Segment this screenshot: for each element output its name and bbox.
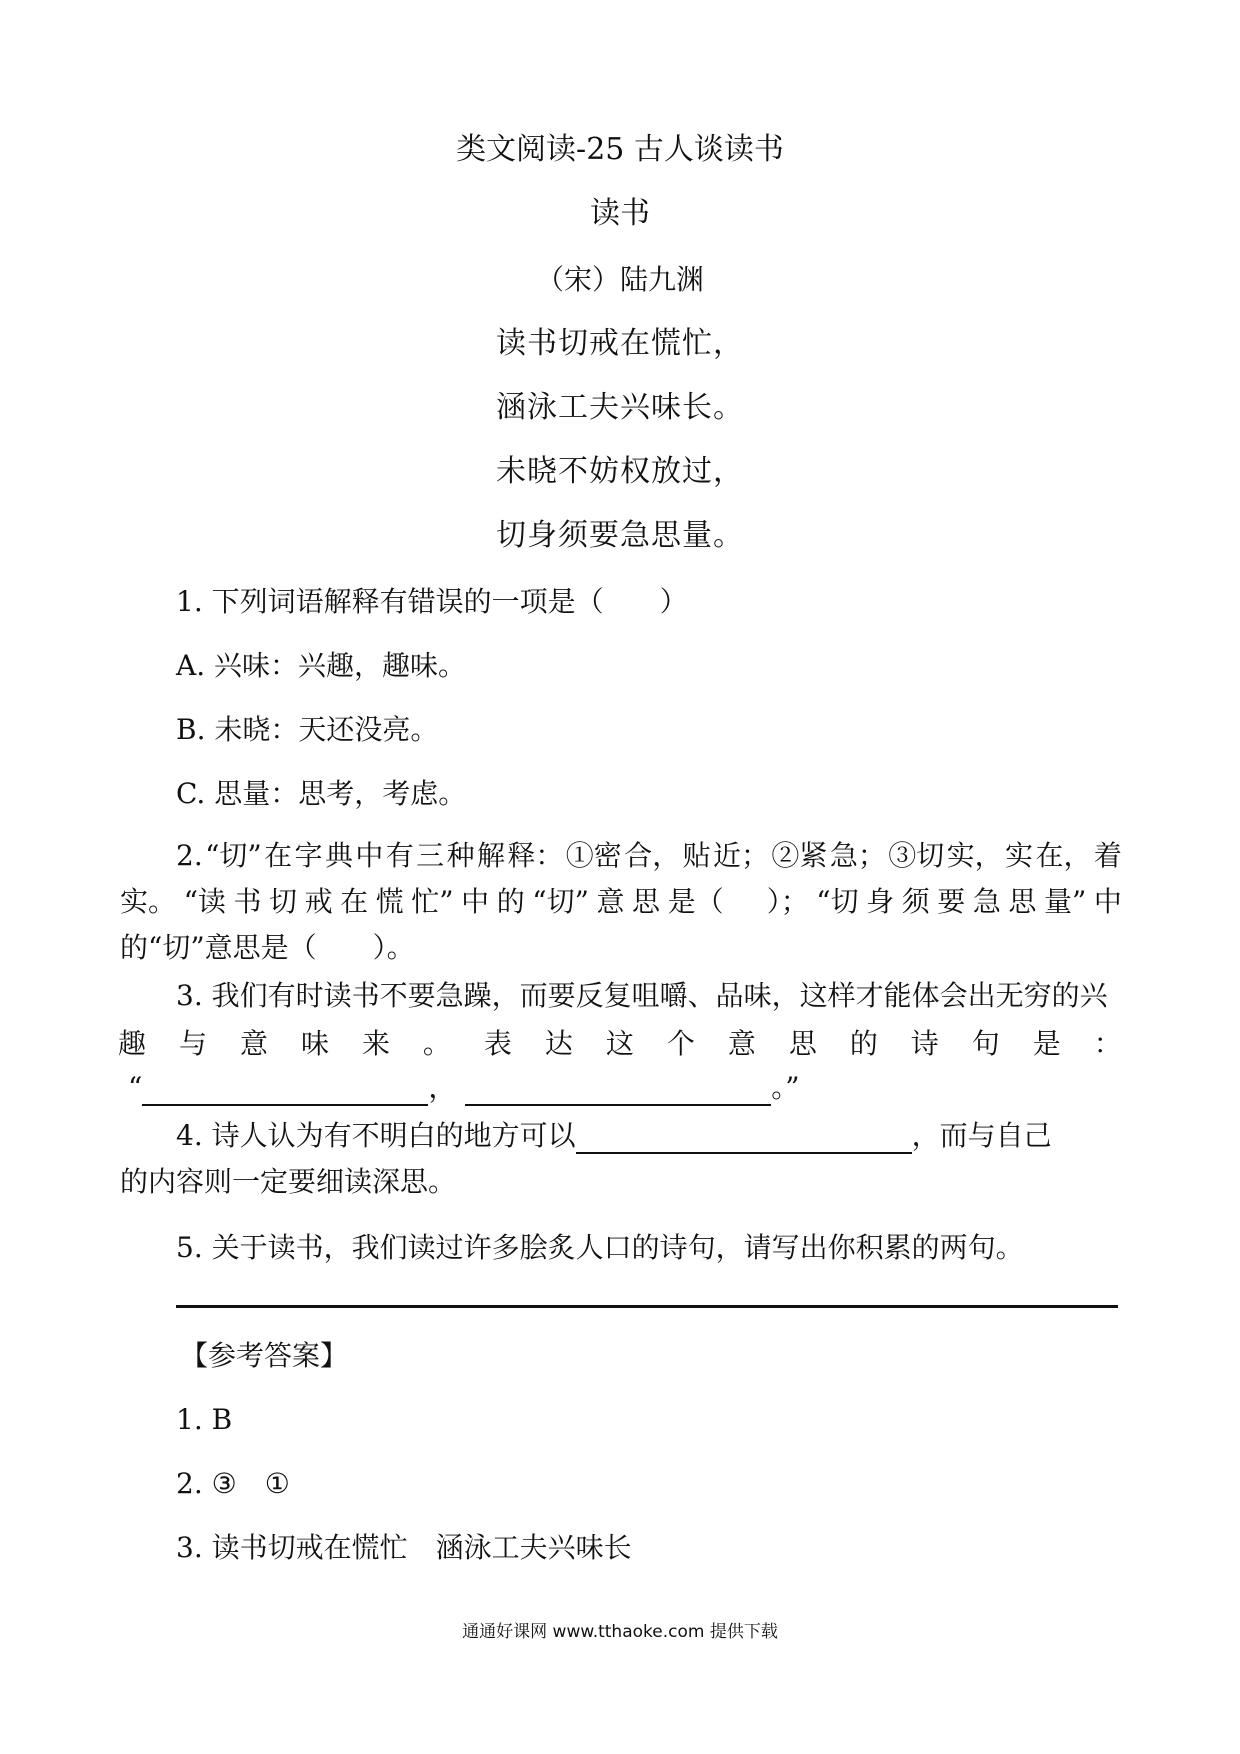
q2-word: 思 — [632, 885, 661, 918]
q2-word: 种 — [446, 839, 475, 872]
q2-word: “读 — [183, 885, 226, 918]
q2-word: 实 — [1005, 839, 1034, 872]
q2-word: 有 — [385, 839, 414, 872]
answer-3: 3. 读书切戒在慌忙 涵泳工夫兴味长 — [176, 1531, 632, 1564]
q3-char: 思 — [788, 1027, 817, 1060]
q2-word: 实。 — [120, 885, 177, 918]
q3-char: 个 — [666, 1027, 695, 1060]
q2-word: 的 — [496, 885, 525, 918]
q3-char: 诗 — [910, 1027, 939, 1060]
question-2-line-3: 的“切”意思是（ ）。 — [120, 931, 415, 964]
question-1-option-c: C. 思量：思考，考虑。 — [176, 777, 467, 810]
q2-word: 中 — [355, 839, 384, 872]
q4-prefix: 4. 诗人认为有不明白的地方可以 — [176, 1119, 576, 1152]
question-3-line-2 — [118, 1026, 1122, 1062]
poem-line: 未晓不妨权放过， — [496, 454, 744, 489]
q3-char: 与 — [178, 1027, 207, 1060]
answer-1: 1. B — [176, 1403, 233, 1436]
q2-word: “切” — [205, 839, 262, 872]
q3-char: 句 — [971, 1027, 1000, 1060]
q2-word: 急； — [829, 839, 886, 872]
q3-char: 是 — [1032, 1027, 1061, 1060]
q3-char: 味 — [300, 1027, 329, 1060]
q2-word: 须 — [901, 885, 930, 918]
q2-word: ②紧 — [771, 839, 828, 872]
q2-word: 切 — [269, 885, 298, 918]
poem-author: （宋）陆九渊 — [535, 263, 704, 296]
q2-word: 在 — [264, 839, 293, 872]
q2-word: 在， — [1035, 839, 1092, 872]
q3-char: 。 — [422, 1027, 451, 1060]
q3-char: 这 — [605, 1027, 634, 1060]
q3-char: 的 — [849, 1027, 878, 1060]
q2-word: “切” — [532, 885, 589, 918]
q2-word: 2. — [176, 839, 203, 872]
q2-word: 中 — [1093, 885, 1122, 918]
page-title: 类文阅读-25 古人谈读书 — [456, 132, 784, 167]
question-4-line-1 — [176, 1118, 1052, 1154]
q2-word: 中 — [461, 885, 490, 918]
q3-char: 来 — [361, 1027, 390, 1060]
q3-char: 意 — [239, 1027, 268, 1060]
q2-word: 是（ — [667, 885, 724, 918]
q2-word: ）； — [766, 885, 809, 918]
q2-word: ①密 — [565, 839, 622, 872]
q2-word: 合， — [624, 839, 681, 872]
close-quote: 。” — [771, 1071, 800, 1104]
q2-word: 在 — [340, 885, 369, 918]
question-2-line-1 — [176, 838, 1122, 874]
answer-2: 2. ③ ① — [176, 1467, 290, 1500]
q2-word: 思 — [1008, 885, 1037, 918]
q2-word: 近； — [713, 839, 770, 872]
q2-word: 实， — [946, 839, 1003, 872]
q2-word: 字 — [294, 839, 323, 872]
q3-char: 趣 — [118, 1027, 147, 1060]
q2-word: 贴 — [682, 839, 711, 872]
q3-char: 意 — [727, 1027, 756, 1060]
q2-word: 典 — [324, 839, 353, 872]
q2-word: 慌 — [375, 885, 404, 918]
q4-suffix: ，而与自己 — [911, 1119, 1052, 1152]
question-1: 1. 下列词语解释有错误的一项是（ ） — [176, 585, 688, 618]
q2-word: 三 — [416, 839, 445, 872]
q2-word: 解 — [476, 839, 505, 872]
answers-heading: 【参考答案】 — [180, 1339, 349, 1372]
poem-line: 读书切戒在慌忙， — [496, 326, 744, 361]
answer-line[interactable] — [176, 1305, 1118, 1308]
q2-word: 量” — [1043, 885, 1087, 918]
q2-word: 释： — [507, 839, 564, 872]
q2-word: 身 — [866, 885, 895, 918]
poem-title: 读书 — [590, 196, 650, 231]
answer-blank[interactable] — [576, 1122, 912, 1154]
question-4-line-2: 的内容则一定要细读深思。 — [120, 1165, 457, 1198]
q3-char: ： — [1093, 1027, 1122, 1060]
q3-char: 表 — [483, 1027, 512, 1060]
page-footer: 通通好课网 www.tthaoke.com 提供下载 — [462, 1622, 778, 1642]
open-quote: “ — [128, 1071, 143, 1104]
q2-word: 书 — [233, 885, 262, 918]
q2-word: 要 — [937, 885, 966, 918]
question-3-line-1: 3. 我们有时读书不要急躁，而要反复咀嚼、品味，这样才能体会出无穷的兴 — [176, 979, 1108, 1012]
q2-word: 急 — [972, 885, 1001, 918]
q2-word: 忙” — [411, 885, 454, 918]
q2-word: 戒 — [304, 885, 333, 918]
poem-line: 涵泳工夫兴味长。 — [496, 390, 744, 425]
question-1-option-b: B. 未晓：天还没亮。 — [176, 713, 439, 746]
answer-blank[interactable] — [142, 1074, 428, 1106]
q2-word: “切 — [816, 885, 859, 918]
question-3-line-3 — [128, 1070, 800, 1106]
q2-word — [731, 884, 759, 920]
question-1-option-a: A. 兴味：兴趣，趣味。 — [176, 649, 467, 682]
question-2-line-2 — [120, 884, 1122, 920]
q2-word: 着 — [1093, 839, 1122, 872]
poem-line: 切身须要急思量。 — [496, 518, 744, 553]
q2-word: ③切 — [888, 839, 945, 872]
q2-word: 意 — [596, 885, 625, 918]
answer-blank[interactable] — [465, 1074, 771, 1106]
q3-char: 达 — [544, 1027, 573, 1060]
comma: ， — [428, 1071, 457, 1104]
question-5: 5. 关于读书，我们读过许多脍炙人口的诗句，请写出你积累的两句。 — [176, 1231, 1024, 1264]
